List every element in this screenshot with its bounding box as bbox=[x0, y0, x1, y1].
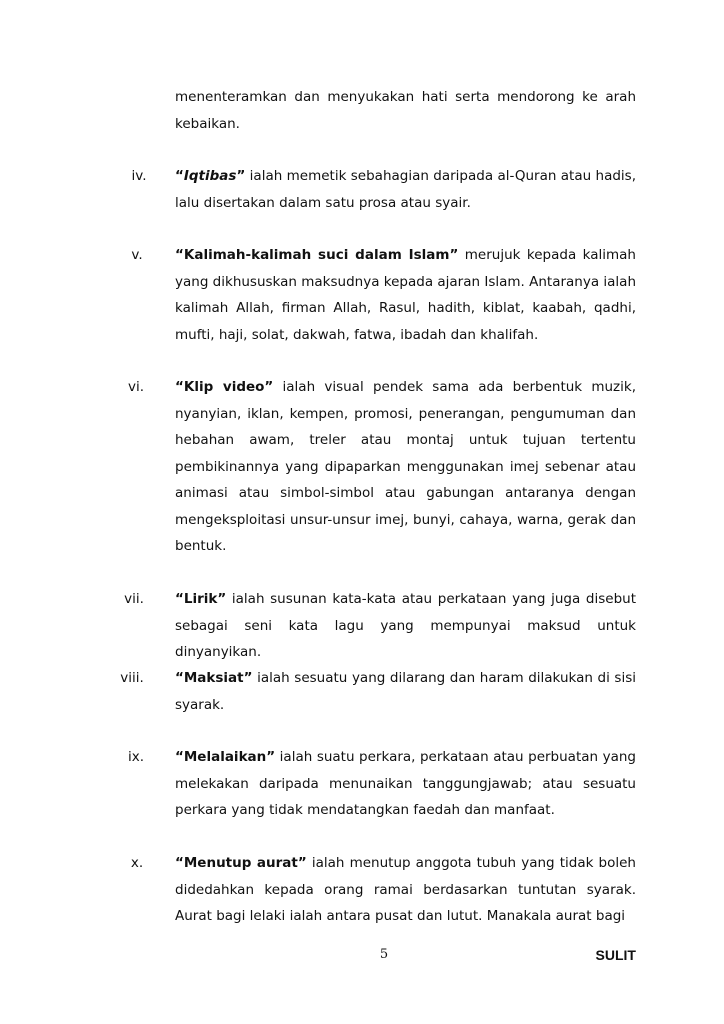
term-label: “Lirik” bbox=[175, 591, 227, 607]
term-label: Iqtibas bbox=[183, 168, 237, 184]
term-label: “Maksiat” bbox=[175, 670, 253, 686]
continuation-text: menenteramkan dan menyukakan hati serta mendorong ke arah kebaikan. bbox=[175, 89, 636, 132]
definition-body: ialah visual pendek sama ada berbentuk muzik, nyanyian, iklan, kempen, promosi, penerangan, pengumuman dan hebahan awam, treler atau montaj untuk tujuan tertentu pembikinannya yang dipaparkan menggunakan imej sebenar atau animasi atau simbol-simbol atau gabungan antaranya dengan mengeksploitasi unsur-unsur imej, bunyi, cahaya, warna, gerak dan bentuk. bbox=[175, 379, 636, 554]
definition-text bbox=[175, 242, 636, 348]
item-numeral: ix. bbox=[127, 749, 145, 765]
definition-body: ialah susunan kata-kata atau perkataan yang juga disebut sebagai seni kata lagu yang mempunyai maksud untuk dinyanyikan. bbox=[175, 591, 636, 660]
item-numeral: vi. bbox=[127, 379, 145, 395]
classification-mark: SULIT bbox=[595, 947, 636, 963]
item-numeral: x. bbox=[130, 855, 144, 871]
term-label: “Kalimah-kalimah suci dalam Islam” bbox=[175, 247, 459, 263]
term-label: “Klip video” bbox=[175, 379, 274, 395]
term-open-quote: “ bbox=[175, 168, 184, 184]
definition-body: ialah memetik sebahagian daripada al-Quran atau hadis, lalu disertakan dalam satu prosa atau syair. bbox=[175, 168, 636, 211]
definition-text bbox=[175, 744, 636, 824]
item-numeral: vii. bbox=[124, 591, 144, 607]
definition-body: ialah menutup anggota tubuh yang tidak boleh didedahkan kepada orang ramai berdasarkan tuntutan syarak. Aurat bagi lelaki ialah antara pusat dan lutut. Manakala aurat bagi bbox=[175, 855, 636, 924]
term-label: “Melalaikan” bbox=[175, 749, 276, 765]
term-close-quote: ” bbox=[236, 168, 246, 184]
item-numeral: v. bbox=[131, 247, 143, 263]
definition-text bbox=[175, 163, 636, 216]
term-label: “Menutup aurat” bbox=[175, 855, 307, 871]
item-numeral: iv. bbox=[131, 168, 147, 184]
item-numeral: viii. bbox=[120, 670, 144, 686]
definition-text bbox=[175, 586, 636, 666]
page-number: 5 bbox=[379, 947, 389, 962]
definition-body: ialah sesuatu yang dilarang dan haram dilakukan di sisi syarak. bbox=[175, 670, 636, 713]
definition-text bbox=[175, 374, 636, 560]
definition-text bbox=[175, 665, 636, 718]
definition-text bbox=[175, 850, 636, 930]
definition-body: ialah suatu perkara, perkataan atau perbuatan yang melekakan daripada menunaikan tanggungjawab; atau sesuatu perkara yang tidak mendatangkan faedah dan manfaat. bbox=[175, 749, 636, 818]
definition-body: merujuk kepada kalimah yang dikhususkan maksudnya kepada ajaran Islam. Antaranya ialah kalimah Allah, firman Allah, Rasul, hadith, kiblat, kaabah, qadhi, mufti, haji, solat, dakwah, fatwa, ibadah dan khalifah. bbox=[175, 247, 637, 343]
